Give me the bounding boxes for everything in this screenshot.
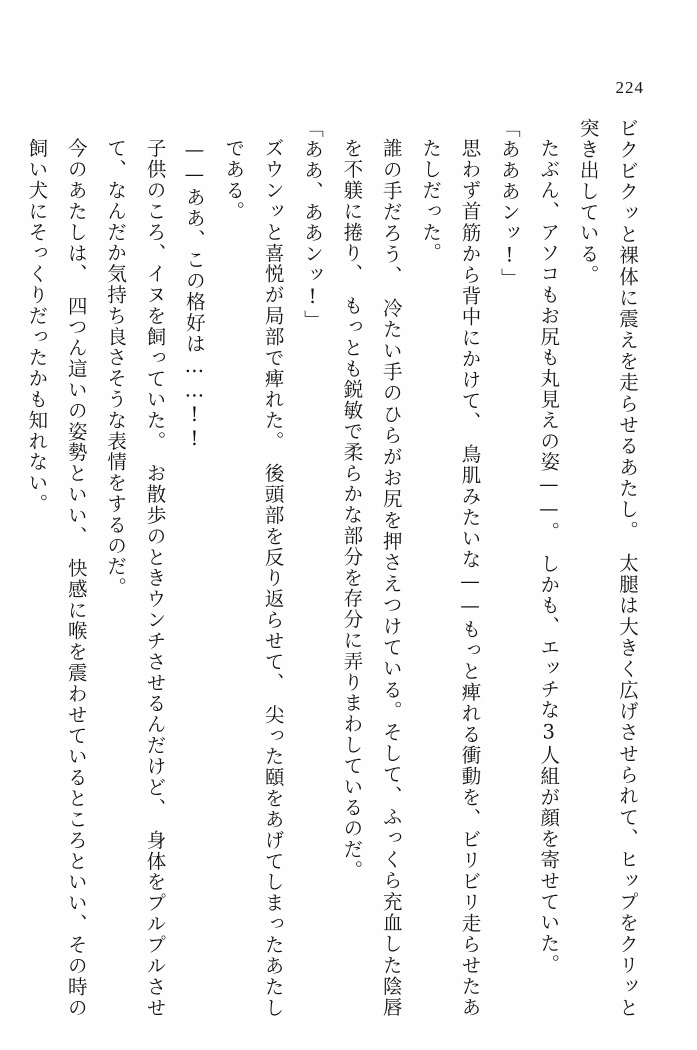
- page-number: 224: [615, 78, 644, 97]
- paragraph: ——ああ、この格好は……!!: [182, 138, 206, 452]
- paragraph: ズウンッと喜悦が局部で痺れた。 後頭部を反り返らせて、 尖った頤をあげてしまったあたしである。: [222, 138, 285, 1018]
- paragraph: 「ああ、ああンッ!」: [301, 118, 324, 331]
- body-text-vertical: [25, 118, 647, 1018]
- paragraph: 「あああンッ!」: [497, 118, 521, 289]
- paragraph: 誰の手だろう、 冷たい手のひらがお尻を押さえつけている。そして、ふっくら充血した陰唇を不躾に捲り、 もっとも鋭敏で柔らかな部分を存分に弄りまわしているのだ。: [340, 138, 403, 1018]
- paragraph: 思わず首筋から背中にかけて、 鳥肌みたいな——もっと痺れる衝動を、ビリビリ走らせたあたしだった。: [419, 138, 482, 1018]
- paragraph: たぶん、アソコもお尻も丸見えの姿——。 しかも、エッチな3人組が顔を寄せていた。: [537, 138, 561, 975]
- paragraph: 今のあたしは、 四つん這いの姿勢といい、 快感に喉を震わせているところといい、その時の飼い犬にそっくりだったかも知れない。: [25, 138, 88, 1018]
- paragraph: ビクビクッと裸体に震えを走らせるあたし。 太腿は大きく広げさせられて、ヒップをクリッと突き出している。: [576, 118, 639, 1018]
- paragraph: 子供のころ、イヌを飼っていた。 お散歩のときウンチさせるんだけど、 身体をプルプルさせて、なんだか気持ち良さそうな表情をするのだ。: [104, 138, 167, 1018]
